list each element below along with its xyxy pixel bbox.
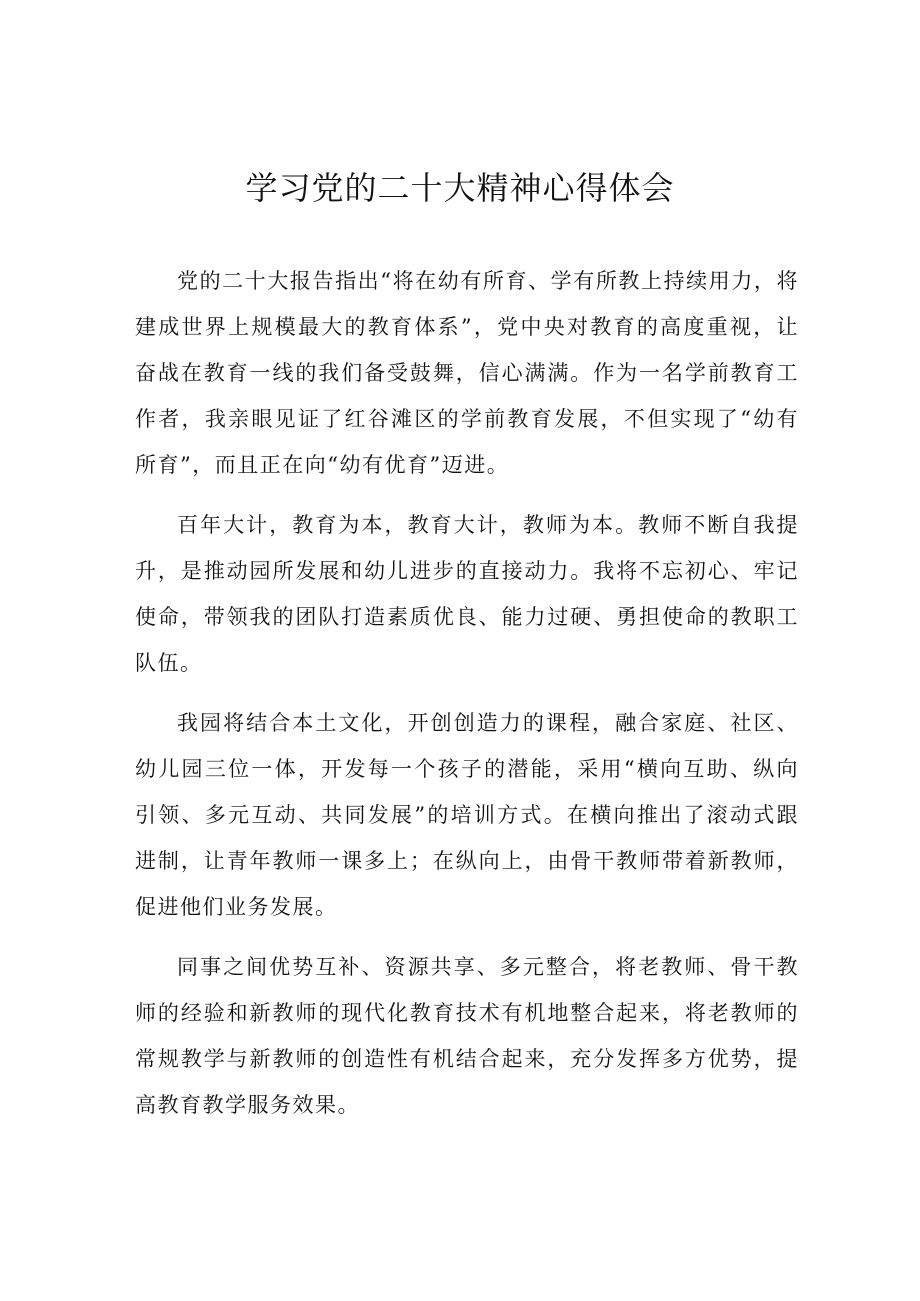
paragraph: 同事之间优势互补、资源共享、多元整合，将老教师、骨干教师的经验和新教师的现代化教育技术有机地整合起来，将老教师的常规教学与新教师的创造性有机结合起来，充分发挥多方优势，提高教育教学服务效果。 — [135, 955, 799, 1117]
paragraph: 百年大计，教育为本，教育大计，教师为本。教师不断自我提升，是推动园所发展和幼儿进步的直接动力。我将不忘初心、牢记使命，带领我的团队打造素质优良、能力过硬、勇担使命的教职工队伍。 — [135, 513, 799, 675]
document-body — [135, 258, 799, 1142]
paragraph: 党的二十大报告指出“将在幼有所育、学有所教上持续用力，将建成世界上规模最大的教育体系”，党中央对教育的高度重视，让奋战在教育一线的我们备受鼓舞，信心满满。作为一名学前教育工作者，我亲眼见证了红谷滩区的学前教育发展，不但实现了“幼有所育”，而且正在向“幼有优育”迈进。 — [135, 269, 799, 477]
paragraph: 我园将结合本土文化，开创创造力的课程，融合家庭、社区、幼儿园三位一体，开发每一个孩子的潜能，采用“横向互助、纵向引领、多元互动、共同发展”的培训方式。在横向推出了滚动式跟进制，让青年教师一课多上；在纵向上，由骨干教师带着新教师，促进他们业务发展。 — [135, 711, 799, 919]
document-title: 学习党的二十大精神心得体会 — [245, 169, 675, 207]
